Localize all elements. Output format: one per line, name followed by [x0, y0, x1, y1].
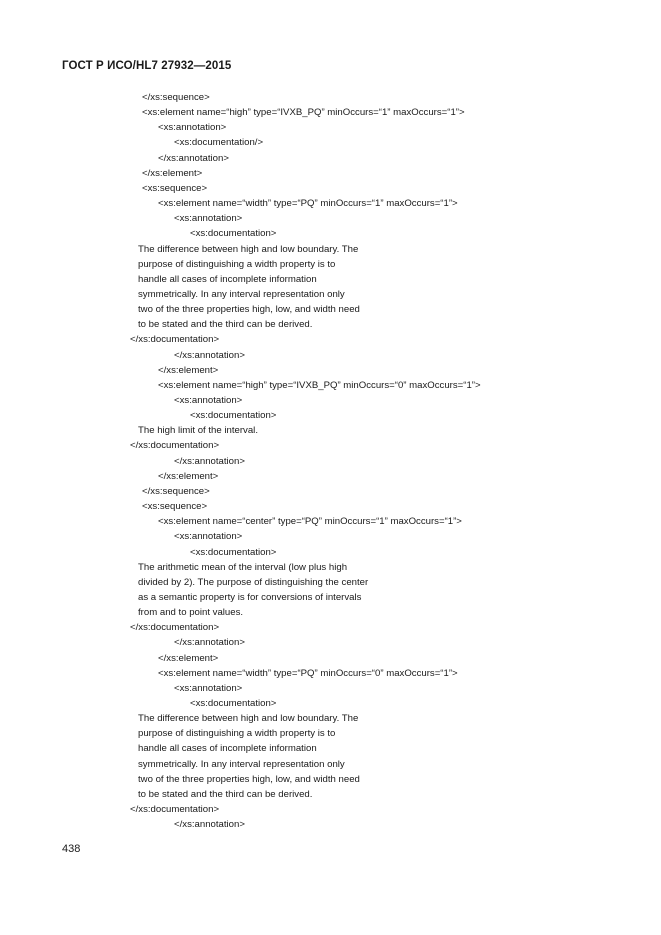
code-line: <xs:element name=“width” type=“PQ” minOccurs=“0” maxOccurs=“1”>: [158, 667, 458, 679]
code-line: </xs:element>: [158, 652, 219, 664]
document-header: [62, 60, 231, 72]
code-line: <xs:annotation>: [174, 531, 243, 543]
code-line: </xs:annotation>: [158, 152, 229, 164]
code-line: </xs:documentation>: [130, 440, 220, 452]
code-line: </xs:annotation>: [174, 637, 245, 649]
code-line: </xs:documentation>: [130, 334, 220, 346]
code-line: <xs:documentation>: [190, 698, 277, 709]
code-line: </xs:sequence>: [142, 485, 210, 497]
code-line: </xs:documentation>: [130, 804, 220, 816]
code-line: as a semantic property is for conversions of intervals: [138, 591, 362, 603]
code-line: handle all cases of incomplete information: [138, 743, 317, 755]
code-line: </xs:annotation>: [174, 455, 245, 467]
code-line: two of the three properties high, low, and width need: [138, 773, 360, 785]
code-line: <xs:sequence>: [142, 182, 208, 194]
code-line: The high limit of the interval.: [138, 425, 258, 437]
code-line: two of the three properties high, low, and width need: [138, 304, 360, 316]
standard-title: ГОСТ Р ИСО/HL7 27932—2015: [62, 60, 232, 72]
code-line: purpose of distinguishing a width property is to: [138, 258, 336, 270]
code-line: purpose of distinguishing a width property is to: [138, 728, 336, 740]
page-number: 438: [62, 843, 81, 855]
code-line: The difference between high and low boundary. The: [138, 713, 359, 725]
code-line: </xs:element>: [158, 364, 219, 376]
code-line: <xs:annotation>: [174, 213, 243, 225]
code-line: symmetrically. In any interval representation only: [138, 288, 345, 300]
code-line: </xs:sequence>: [142, 92, 210, 103]
code-line: <xs:element name=“width” type=“PQ” minOccurs=“1” maxOccurs=“1”>: [158, 198, 458, 210]
code-line: The arithmetic mean of the interval (low plus high: [138, 561, 348, 573]
code-line: <xs:annotation>: [174, 395, 243, 406]
code-line: </xs:annotation>: [174, 349, 245, 361]
code-line: </xs:annotation>: [174, 819, 245, 831]
code-line: <xs:documentation/>: [174, 137, 264, 149]
code-line: divided by 2). The purpose of distinguishing the center: [138, 576, 369, 588]
code-line: <xs:element name=“high” type=“IVXB_PQ” minOccurs=“0” maxOccurs=“1”>: [158, 379, 481, 391]
code-line: <xs:annotation>: [158, 122, 227, 134]
code-line: <xs:annotation>: [174, 682, 243, 694]
code-line: </xs:element>: [158, 470, 219, 482]
code-line: <xs:documentation>: [190, 410, 277, 422]
code-line: handle all cases of incomplete information: [138, 273, 317, 285]
code-line: <xs:element name=“high” type=“IVXB_PQ” minOccurs=“1” maxOccurs=“1”>: [142, 107, 465, 119]
code-line: <xs:documentation>: [190, 546, 277, 558]
code-line: </xs:element>: [142, 167, 203, 179]
code-line: The difference between high and low boundary. The: [138, 243, 359, 255]
code-line: symmetrically. In any interval representation only: [138, 758, 345, 770]
code-line: <xs:sequence>: [142, 501, 208, 513]
code-line: <xs:documentation>: [190, 228, 277, 240]
code-line: <xs:element name=“center” type=“PQ” minOccurs=“1” maxOccurs=“1”>: [158, 516, 462, 528]
code-line: to be stated and the third can be derived.: [138, 319, 313, 331]
code-line: to be stated and the third can be derived.: [138, 788, 313, 800]
code-line: from and to point values.: [138, 607, 244, 619]
code-line: </xs:documentation>: [130, 622, 220, 634]
